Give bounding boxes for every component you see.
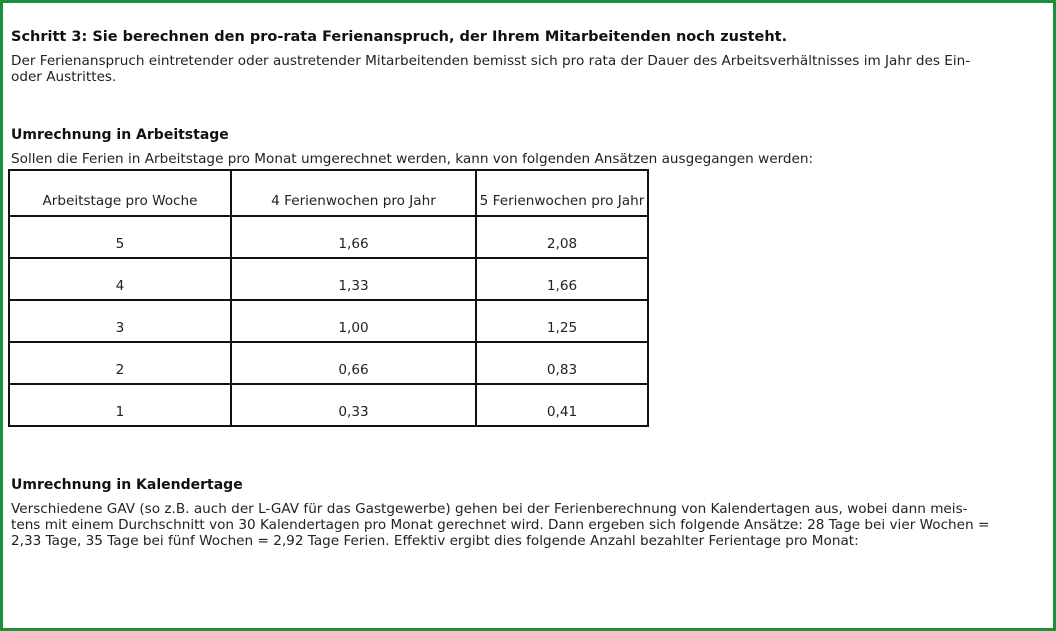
- table-row: [9, 258, 648, 300]
- section-text-kalendertage: [11, 501, 1031, 549]
- table-cell: 0,66: [231, 342, 476, 384]
- table-row: [9, 384, 648, 426]
- table-header-row: [9, 170, 648, 216]
- intro-line-2: oder Austrittes.: [11, 69, 117, 85]
- text-line-3: 2,33 Tage, 35 Tage bei fünf Wochen = 2,92 Tage Ferien. Effektiv ergibt dies folgende Anzahl bezahlter Ferientage pro Monat:: [11, 533, 859, 549]
- column-header: 4 Ferienwochen pro Jahr: [231, 170, 476, 216]
- table-cell: 5: [9, 216, 231, 258]
- table-row: [9, 300, 648, 342]
- table-cell: 1,66: [231, 216, 476, 258]
- text-line-2: tens mit einem Durchschnitt von 30 Kalendertagen pro Monat gerechnet wird. Dann ergeben sich folgende Ansätze: 28 Tage bei vier Wochen =: [11, 517, 990, 533]
- table-row: [9, 342, 648, 384]
- table-cell: 2,08: [476, 216, 648, 258]
- ferien-table: [8, 169, 649, 427]
- intro-paragraph: [11, 53, 1031, 85]
- section-kalendertage: [11, 477, 1031, 549]
- page-heading: Schritt 3: Sie berechnen den pro-rata Ferienanspruch, der Ihrem Mitarbeitenden noch zusteht.: [11, 29, 788, 45]
- table-cell: 1,00: [231, 300, 476, 342]
- table-cell: 3: [9, 300, 231, 342]
- section-title-kalendertage: Umrechnung in Kalendertage: [11, 477, 243, 493]
- table-cell: 1,66: [476, 258, 648, 300]
- table-cell: 0,41: [476, 384, 648, 426]
- table-cell: 0,83: [476, 342, 648, 384]
- table-cell: 0,33: [231, 384, 476, 426]
- document-content: [11, 29, 1031, 549]
- table-cell: 1,25: [476, 300, 648, 342]
- section-title-arbeitstage: Umrechnung in Arbeitstage: [11, 127, 229, 143]
- table-cell: 2: [9, 342, 231, 384]
- column-header: 5 Ferienwochen pro Jahr: [476, 170, 648, 216]
- table-row: [9, 216, 648, 258]
- column-header: Arbeitstage pro Woche: [9, 170, 231, 216]
- text-line-1: Verschiedene GAV (so z.B. auch der L-GAV für das Gastgewerbe) gehen bei der Ferienberechnung von Kalendertagen aus, wobei dann meis-: [11, 501, 968, 517]
- table-cell: 1,33: [231, 258, 476, 300]
- section-text-arbeitstage: Sollen die Ferien in Arbeitstage pro Monat umgerechnet werden, kann von folgenden Ansätzen ausgegangen werden:: [11, 151, 814, 167]
- table-cell: 4: [9, 258, 231, 300]
- intro-line-1: Der Ferienanspruch eintretender oder austretender Mitarbeitenden bemisst sich pro rata der Dauer des Arbeitsverhältnisses im Jahr des Ein-: [11, 53, 971, 69]
- table-cell: 1: [9, 384, 231, 426]
